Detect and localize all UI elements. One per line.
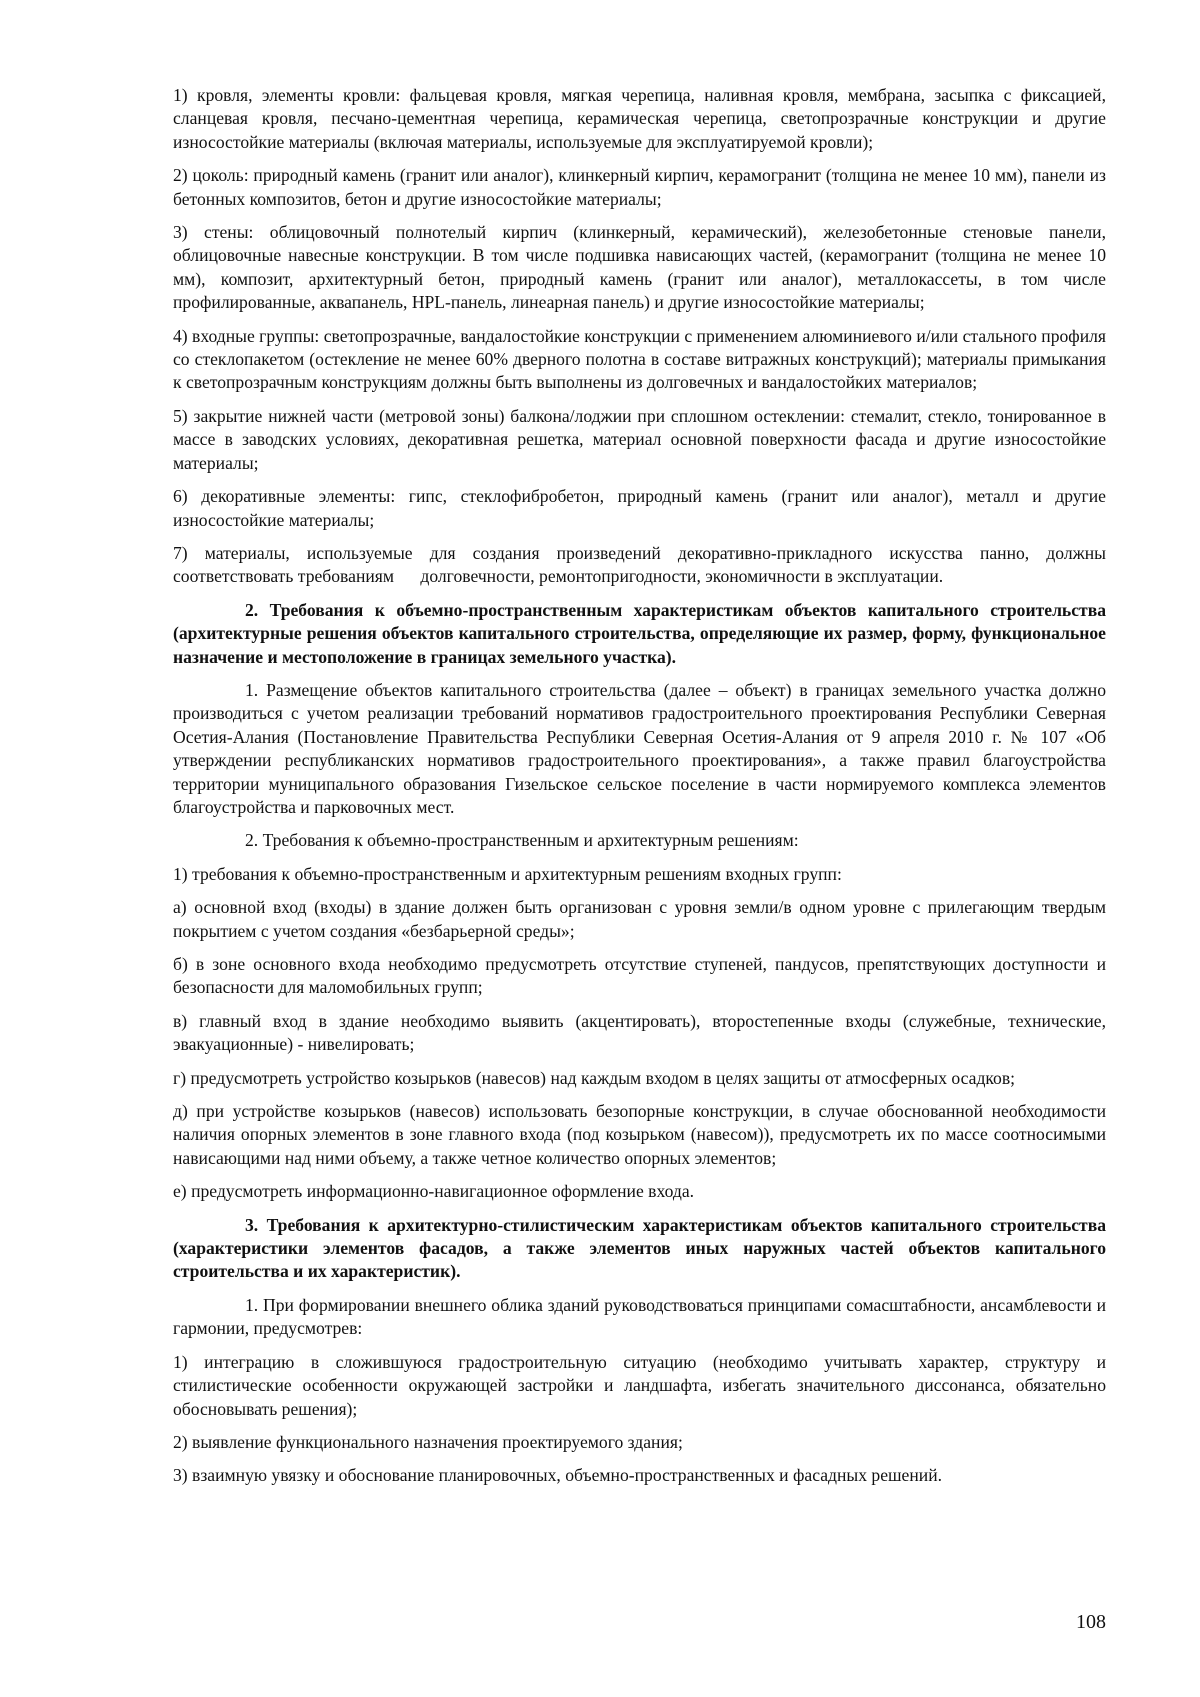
wall-materials-paragraph: 3) стены: облицовочный полнотелый кирпич (клинкерный, керамический), железобетонные стеновые панели, облицовочные навесные конструкции. В том числе подшивка нависающих частей, (керамогранит (толщина не менее 10 мм), композит, архитектурный бетон, природный камень (гранит или аналог), металлокассеты, в том числе профилированные, аквапанель, HPL-панель, линеарная панель) и другие износостойкие материалы; — [173, 222, 1106, 313]
plinth-materials-paragraph: 2) цоколь: природный камень (гранит или аналог), клинкерный кирпич, керамогранит (толщина не менее 10 мм), панели из бетонных композитов, бетон и другие износостойкие материалы; — [173, 165, 1106, 209]
section-2-item: а) основной вход (входы) в здание должен быть организован с уровня земли/в одном уровне с прилегающим твердым покрытием с учетом создания «безбарьерной среды»; — [173, 897, 1106, 941]
section-3-paragraph-1: 1. При формировании внешнего облика зданий руководствоваться принципами сомасштабности, ансамблевости и гармонии, предусмотрев: — [173, 1294, 1106, 1339]
section-2-item: д) при устройстве козырьков (навесов) использовать безопорные конструкции, в случае обоснованной необходимости наличия опорных элементов в зоне главного входа (под козырьком (навесом)), предусмотреть их по массе соотносимыми нависающими над ними объему, а также четное количество опорных элементов; — [173, 1101, 1106, 1168]
section-3-item: 2) выявление функционального назначения проектируемого здания; — [173, 1431, 683, 1452]
section-2-paragraph-1: 1. Размещение объектов капитального строительства (далее – объект) в границах земельного участка должно производиться с учетом реализации требований нормативов градостроительного проектирования Республики Северная Осетия-Алания (Постановление Правительства Республики Северная Осетия-Алания от 9 апреля 2010 г. № 107 «Об утверждении республиканских нормативов градостроительного проектирования», а также правил благоустройства территории муниципального образования Гизельское сельское поселение в части нормируемого комплекса элементов благоустройства и парковочных мест. — [173, 679, 1106, 817]
section-2-item: г) предусмотреть устройство козырьков (навесов) над каждым входом в целях защиты от атмосферных осадков; — [173, 1067, 1016, 1088]
decorative-art-materials-paragraph: 7) материалы, используемые для создания произведений декоративно-прикладного искусства панно, должны соответствовать требованиям долговечности, ремонтопригодности, экономичности в эксплуатации. — [173, 542, 1106, 587]
section-2-item: в) главный вход в здание необходимо выявить (акцентировать), второстепенные входы (служебные, технические, эвакуационные) - нивелировать; — [173, 1010, 1106, 1055]
section-3-item: 3) взаимную увязку и обоснование планировочных, объемно-пространственных и фасадных решений. — [173, 1465, 943, 1486]
page-number: 108 — [1076, 1611, 1106, 1633]
decorative-elements-paragraph: 6) декоративные элементы: гипс, стеклофибробетон, природный камень (гранит или аналог), металл и другие износостойкие материалы; — [173, 486, 1106, 530]
roof-materials-paragraph: 1) кровля, элементы кровли: фальцевая кровля, мягкая черепица, наливная кровля, мембрана, засыпка с фиксацией, сланцевая кровля, песчано-цементная черепица, керамическая черепица, светопрозрачные конструкции и другие износостойкие материалы (включая материалы, используемые для эксплуатируемой кровли); — [173, 85, 1106, 152]
section-2-item: 1) требования к объемно-пространственным и архитектурным решениям входных групп: — [173, 863, 842, 884]
section-2-item: б) в зоне основного входа необходимо предусмотреть отсутствие ступеней, пандусов, препятствующих доступности и безопасности для маломобильных групп; — [173, 954, 1106, 998]
section-2-paragraph-2: 2. Требования к объемно-пространственным и архитектурным решениям: — [245, 830, 799, 851]
section-2-item: е) предусмотреть информационно-навигационное оформление входа. — [173, 1181, 695, 1202]
entrance-groups-paragraph: 4) входные группы: светопрозрачные, вандалостойкие конструкции с применением алюминиевого и/или стального профиля со стеклопакетом (остекление не менее 60% дверного полотна в составе витражных конструкций); материалы примыкания к светопрозрачным конструкциям должны быть выполнены из долговечных и вандалостойких материалов; — [173, 325, 1106, 393]
balcony-closure-paragraph: 5) закрытие нижней части (метровой зоны) балкона/лоджии при сплошном остеклении: стемалит, стекло, тонированное в массе в заводских условиях, декоративная решетка, материал основной поверхности фасада и другие износостойкие материалы; — [173, 405, 1106, 473]
section-3-heading: 3. Требования к архитектурно-стилистическим характеристикам объектов капитального строительства (характеристики элементов фасадов, а также элементов иных наружных частей объектов капитального строительства и их характеристик). — [173, 1214, 1106, 1282]
section-3-item: 1) интеграцию в сложившуюся градостроительную ситуацию (необходимо учитывать характер, структуру и стилистические особенности окружающей застройки и ландшафта, избегать значительного диссонанса, обязательно обосновывать решения); — [173, 1351, 1106, 1419]
section-2-heading: 2. Требования к объемно-пространственным характеристикам объектов капитального строительства (архитектурные решения объектов капитального строительства, определяющие их размер, форму, функциональное назначение и местоположение в границах земельного участка). — [173, 599, 1106, 667]
